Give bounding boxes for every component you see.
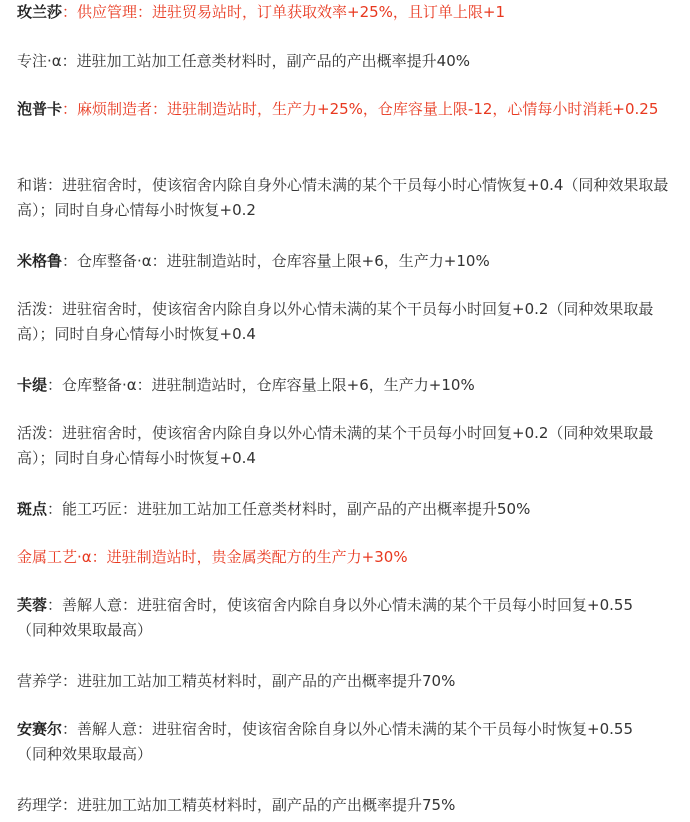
operator-name: 卡缇 (17, 376, 48, 394)
skill-text: ：仓库整备·α：进驻制造站时，仓库容量上限+6，生产力+10% (62, 252, 490, 270)
paragraph-hibiscus-skill2 (17, 669, 685, 694)
operator-name: 芙蓉 (17, 596, 48, 614)
operator-name: 安赛尔 (17, 720, 63, 738)
paragraph-spot-skill2 (17, 545, 685, 570)
paragraph-ansel (17, 717, 642, 767)
skill-text: ：仓库整备·α：进驻制造站时，仓库容量上限+6，生产力+10% (47, 376, 475, 394)
paragraph-hibiscus (17, 593, 642, 643)
paragraph-popukar-skill2 (17, 173, 685, 223)
paragraph-cardigan-skill2 (17, 421, 685, 471)
paragraph-beagle (17, 249, 685, 274)
paragraph-melantha-skill2 (17, 49, 685, 74)
paragraph-beagle-skill2 (17, 297, 685, 347)
operator-name: 斑点 (17, 500, 48, 518)
skill-text: ：能工巧匠：进驻加工站加工任意类材料时，副产品的产出概率提升50% (47, 500, 531, 518)
operator-name: 米格鲁 (17, 252, 63, 270)
paragraph-ansel-skill2 (17, 793, 685, 818)
skill-text: 金属工艺·α：进驻制造站时，贵金属类配方的生产力+30% (17, 548, 408, 566)
operator-name: 玫兰莎 (17, 3, 63, 21)
skill-text: ：供应管理：进驻贸易站时，订单获取效率+25%，且订单上限+1 (62, 3, 506, 21)
skill-text: 营养学：进驻加工站加工精英材料时，副产品的产出概率提升70% (17, 672, 456, 690)
operator-name: 泡普卡 (17, 100, 63, 118)
skill-text: 活泼：进驻宿舍时，使该宿舍内除自身以外心情未满的某个干员每小时回复+0.2（同种效果取最高）；同时自身心情每小时恢复+0.4 (17, 300, 654, 343)
skill-text: ：善解人意：进驻宿舍时，使该宿舍内除自身以外心情未满的某个干员每小时回复+0.55（同种效果取最高） (17, 596, 633, 639)
paragraph-spot (17, 497, 685, 522)
skill-text: 专注·α：进驻加工站加工任意类材料时，副产品的产出概率提升40% (17, 52, 470, 70)
skill-text: 活泼：进驻宿舍时，使该宿舍内除自身以外心情未满的某个干员每小时回复+0.2（同种效果取最高）；同时自身心情每小时恢复+0.4 (17, 424, 654, 467)
paragraph-cardigan (17, 373, 685, 398)
skill-text: ：善解人意：进驻宿舍时，使该宿舍除自身以外心情未满的某个干员每小时恢复+0.55（同种效果取最高） (17, 720, 633, 763)
skill-text: 药理学：进驻加工站加工精英材料时，副产品的产出概率提升75% (17, 796, 456, 814)
skill-text: ：麻烦制造者：进驻制造站时，生产力+25%，仓库容量上限-12，心情每小时消耗+0.25 (62, 100, 659, 118)
paragraph-popukar (17, 97, 677, 122)
paragraph-melantha (17, 0, 685, 25)
skill-text: 和谐：进驻宿舍时，使该宿舍内除自身外心情未满的某个干员每小时心情恢复+0.4（同种效果取最高）；同时自身心情每小时恢复+0.2 (17, 176, 669, 219)
